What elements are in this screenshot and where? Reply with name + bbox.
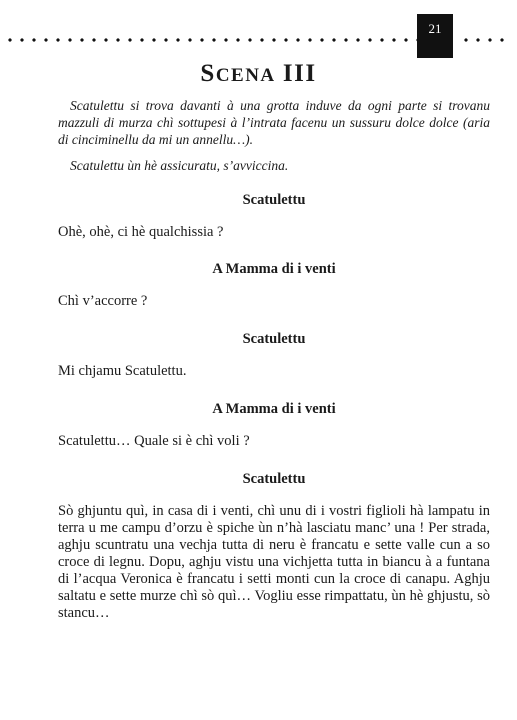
dotted-rule-left <box>4 35 417 45</box>
speaker-name: Scatulettu <box>242 192 306 208</box>
stage-direction: Scatulettu si trova davanti à una grotta induve da ogni parte si trovanu mazzuli di murza chì sottupesi à l’intrata facenu un sussuru dolce dolce (aria di cinciminellu da mi un annellu…). <box>58 98 490 147</box>
scene-title-word: CENA <box>215 65 276 86</box>
speaker-name: A Mamma di i venti <box>212 401 336 417</box>
speaker-name: Scatulettu <box>242 471 306 487</box>
dialogue-line: Sò ghjuntu quì, in casa di i venti, chì unu di i vostri figlioli hà lampatu in terra u me campu d’orzu è spiche ùn n’hà lasciatu manc’ una ! Per strada, aghju scuntratu una vechja tutta di neru è francatu e sette valle cun a so croce di legnu. Dopu, aghju vistu una vichjetta tutta in biancu à a funtana di l’acqua Veronica è francatu i setti monti cun la croce di canapu. Aghju saltatu e sette murze chì sò quì… Vogliu esse rimpattatu, ùn hè ghjustu, sò stancu… <box>58 503 490 621</box>
page-number <box>417 14 453 58</box>
dotted-rule-right <box>460 35 512 45</box>
dialogue-line: Chì v’accorre ? <box>58 293 148 309</box>
speaker-name: Scatulettu <box>242 331 306 347</box>
speaker-name: A Mamma di i venti <box>212 261 336 277</box>
dialogue-line: Ohè, ohè, ci hè qualchissia ? <box>58 224 224 240</box>
scene-title-numeral: III <box>282 60 317 87</box>
page-number-text: 21 <box>428 21 442 36</box>
scene-title <box>0 60 517 88</box>
play-text <box>58 97 490 622</box>
stage-direction: Scatulettu ùn hè assicuratu, s’avviccina. <box>70 158 289 173</box>
scene-title-initial: S <box>200 60 216 87</box>
dialogue-line: Scatulettu… Quale si è chì voli ? <box>58 433 250 449</box>
dialogue-line: Mi chjamu Scatulettu. <box>58 363 187 379</box>
